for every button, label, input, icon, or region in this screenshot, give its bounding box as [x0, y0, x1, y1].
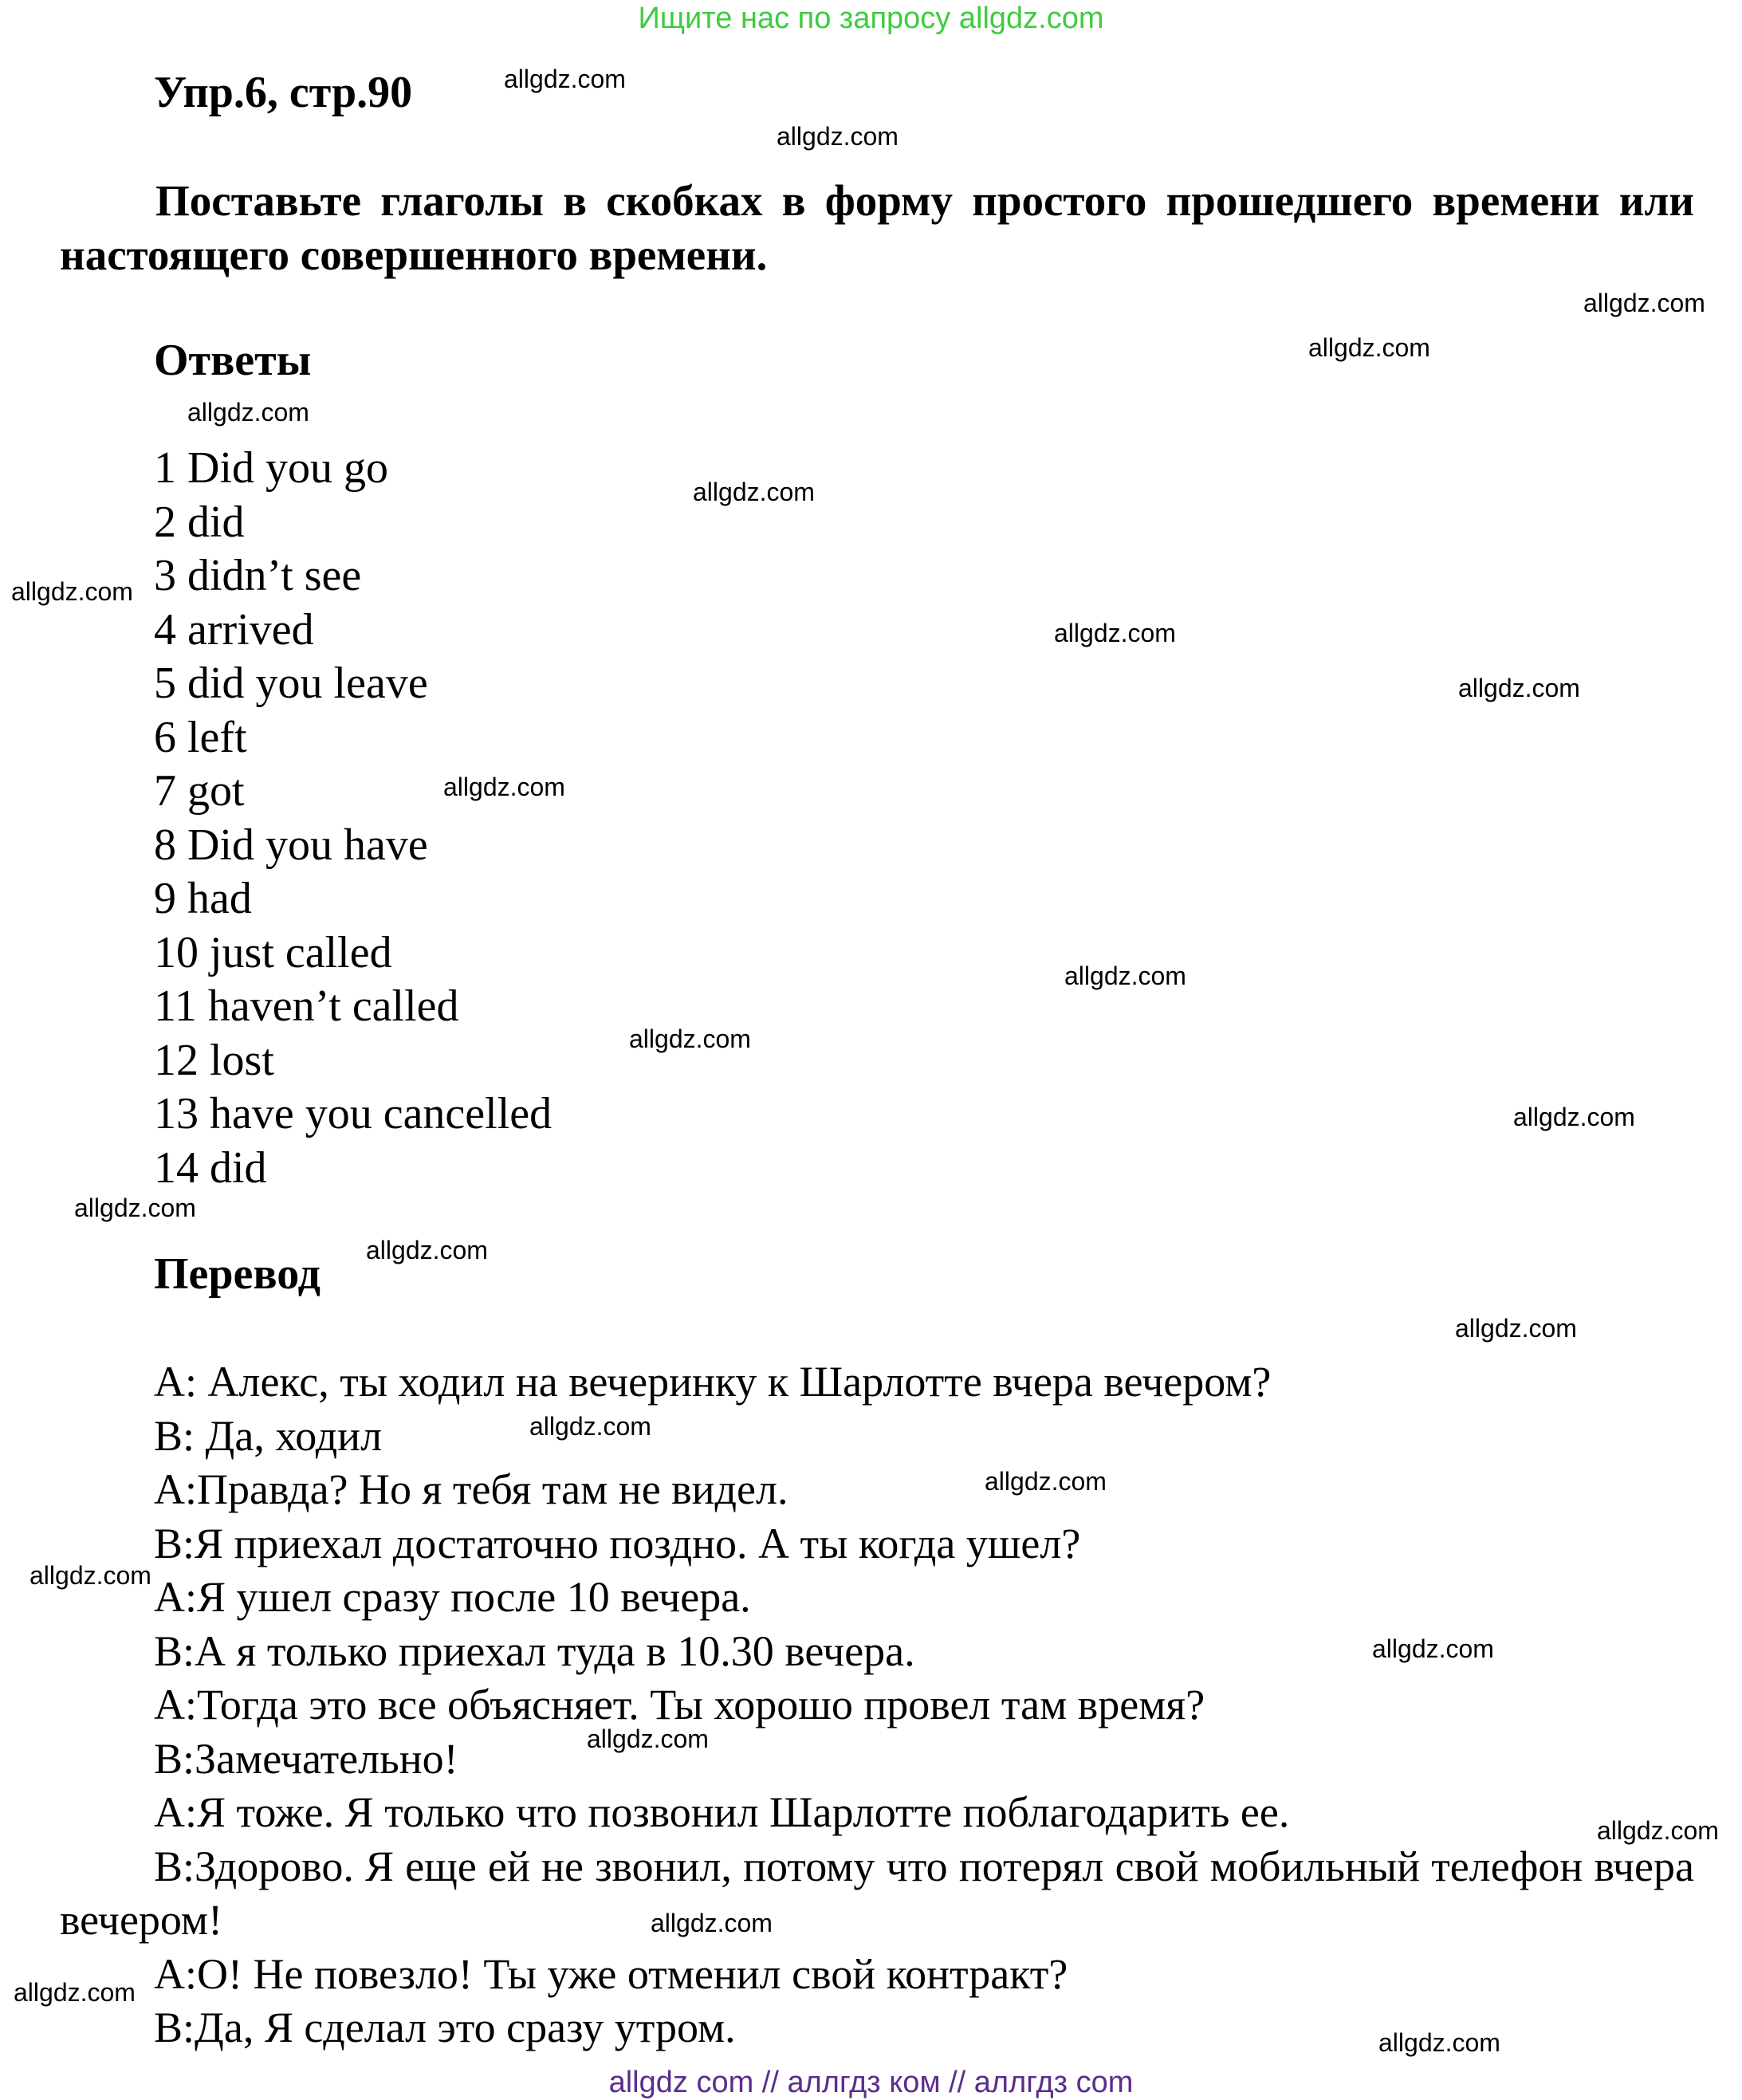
dialog-line: A:Тогда это все объясняет. Ты хорошо провел там время?: [154, 1681, 1205, 1728]
watermark: allgdz.com: [1308, 333, 1430, 362]
watermark: allgdz.com: [693, 478, 815, 506]
answer-item: 13 have you cancelled: [154, 1089, 552, 1138]
watermark: allgdz.com: [587, 1724, 709, 1753]
watermark: allgdz.com: [11, 577, 133, 606]
exercise-title: Упр.6, стр.90: [154, 68, 413, 117]
watermark: allgdz.com: [1597, 1816, 1719, 1845]
answers-heading: Ответы: [154, 336, 312, 385]
watermark: allgdz.com: [1372, 1634, 1494, 1663]
answer-item: 5 did you leave: [154, 659, 428, 708]
dialog-line: B:А я только приехал туда в 10.30 вечера.: [154, 1626, 915, 1675]
watermark: allgdz.com: [1513, 1103, 1635, 1131]
answer-item: 1 Did you go: [154, 443, 388, 493]
answer-item: 10 just called: [154, 927, 392, 977]
dialog-line: B:Да, Я сделал это сразу утром.: [154, 2004, 736, 2051]
watermark: allgdz.com: [1455, 1314, 1577, 1343]
watermark: allgdz.com: [985, 1467, 1107, 1496]
answer-item: 6 left: [154, 712, 247, 762]
answers-list: [154, 442, 552, 1195]
watermark: allgdz.com: [1458, 674, 1580, 702]
top-banner[interactable]: Ищите нас по запросу allgdz.com: [638, 2, 1104, 35]
watermark: allgdz.com: [1064, 962, 1186, 990]
answer-item: 8 Did you have: [154, 820, 428, 870]
watermark: allgdz.com: [1583, 289, 1705, 317]
watermark: allgdz.com: [366, 1236, 488, 1264]
watermark: allgdz.com: [629, 1024, 751, 1053]
dialog-line: B:Здорово. Я еще ей не звонил, потому что потерял свой мобильный телефон вчера вечером!: [60, 1842, 1694, 1944]
answer-item: 12 lost: [154, 1035, 274, 1085]
watermark: allgdz.com: [74, 1194, 196, 1222]
watermark: allgdz.com: [529, 1412, 651, 1441]
task-instruction: Поставьте глаголы в скобках в форму простого прошедшего времени или настоящего совершенного времени.: [60, 176, 1694, 279]
watermark: allgdz.com: [29, 1561, 151, 1590]
dialog-line: B:Замечательно!: [154, 1734, 458, 1783]
translation-dialog: [60, 1355, 1694, 2055]
answer-item: 2 did: [154, 497, 245, 547]
dialog-line: A:Я тоже. Я только что позвонил Шарлотте поблагодарить ее.: [154, 1788, 1290, 1836]
watermark: allgdz.com: [443, 773, 565, 801]
dialog-line: B:Я приехал достаточно поздно. А ты когда ушел?: [154, 1519, 1081, 1567]
watermark: allgdz.com: [651, 1909, 773, 1937]
dialog-line: B: Да, ходил: [154, 1411, 383, 1460]
answer-item: 3 didn’t see: [154, 551, 362, 600]
answer-item: 9 had: [154, 874, 252, 923]
answer-item: 4 arrived: [154, 604, 314, 655]
watermark: allgdz.com: [187, 398, 309, 427]
dialog-line: A: Алекс, ты ходил на вечеринку к Шарлотте вчера вечером?: [154, 1358, 1272, 1406]
watermark: allgdz.com: [1054, 619, 1176, 647]
translation-heading: Перевод: [154, 1249, 320, 1299]
watermark: allgdz.com: [1378, 2028, 1500, 2057]
answer-item: 14 did: [154, 1142, 267, 1193]
watermark: allgdz.com: [504, 65, 626, 93]
footer-links[interactable]: allgdz com // аллгдз ком // аллгдз com: [608, 2066, 1134, 2099]
dialog-line: A:Правда? Но я тебя там не видел.: [154, 1465, 788, 1513]
watermark: allgdz.com: [777, 122, 899, 151]
watermark: allgdz.com: [14, 1978, 136, 2007]
dialog-line: A:Я ушел сразу после 10 вечера.: [154, 1573, 751, 1621]
answer-item: 7 got: [154, 766, 245, 816]
dialog-line: A:О! Не повезло! Ты уже отменил свой контракт?: [154, 1949, 1068, 1998]
answer-item: 11 haven’t called: [154, 981, 459, 1031]
